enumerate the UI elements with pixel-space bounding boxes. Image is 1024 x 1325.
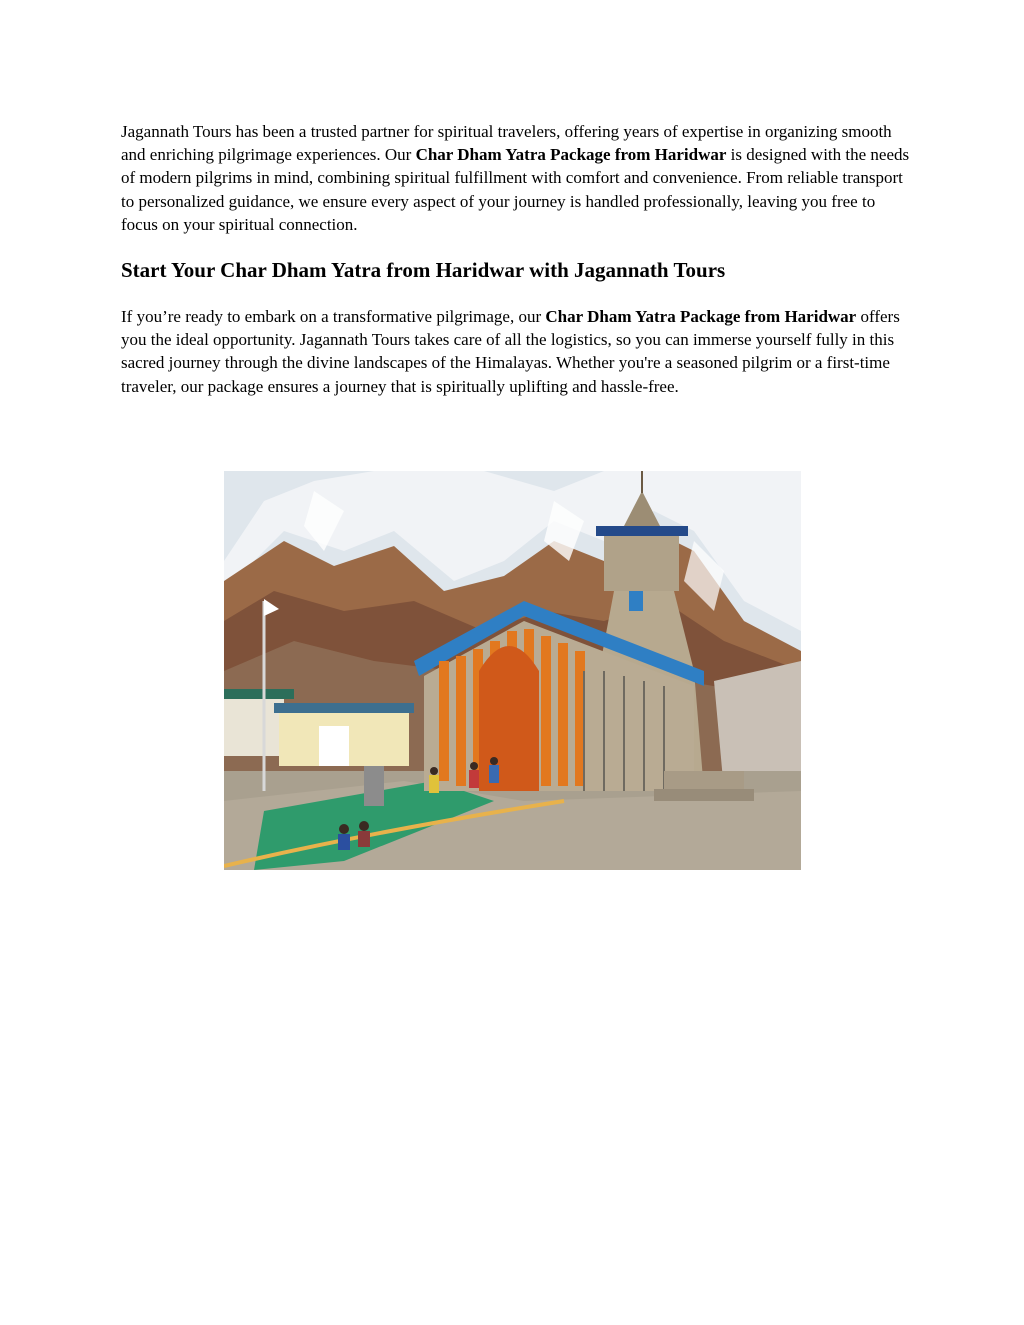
section-text-1: If you’re ready to embark on a transformative pilgrimage, our xyxy=(121,307,546,327)
intro-bold-package: Char Dham Yatra Package from Haridwar xyxy=(415,145,727,165)
intro-text-1: Jagannath Tours has been a trusted partner for spiritual travelers, offering years of expertise in organizing smooth and enriching pilgrimage experiences. Our xyxy=(121,122,892,165)
section-paragraph xyxy=(121,305,911,398)
section-heading: Start Your Char Dham Yatra from Haridwar with Jagannath Tours xyxy=(121,258,726,283)
document-page xyxy=(121,120,911,398)
temple-photo xyxy=(224,471,801,870)
intro-text-2: is designed with the needs of modern pilgrims in mind, combining spiritual fulfillment with comfort and convenience. From reliable transport to personalized guidance, we ensure every aspect of your journey is handled professionally, leaving you free to focus on your spiritual connection. xyxy=(121,145,910,234)
section-bold-package: Char Dham Yatra Package from Haridwar xyxy=(545,307,857,327)
section-text-2: offers you the ideal opportunity. Jagannath Tours takes care of all the logistics, so you can immerse yourself fully in this sacred journey through the divine landscapes of the Himalayas. Whether you're a seasoned pilgrim or a first-time traveler, our package ensures a journey that is spiritually uplifting and hassle-free. xyxy=(121,307,900,396)
intro-paragraph xyxy=(121,120,911,236)
